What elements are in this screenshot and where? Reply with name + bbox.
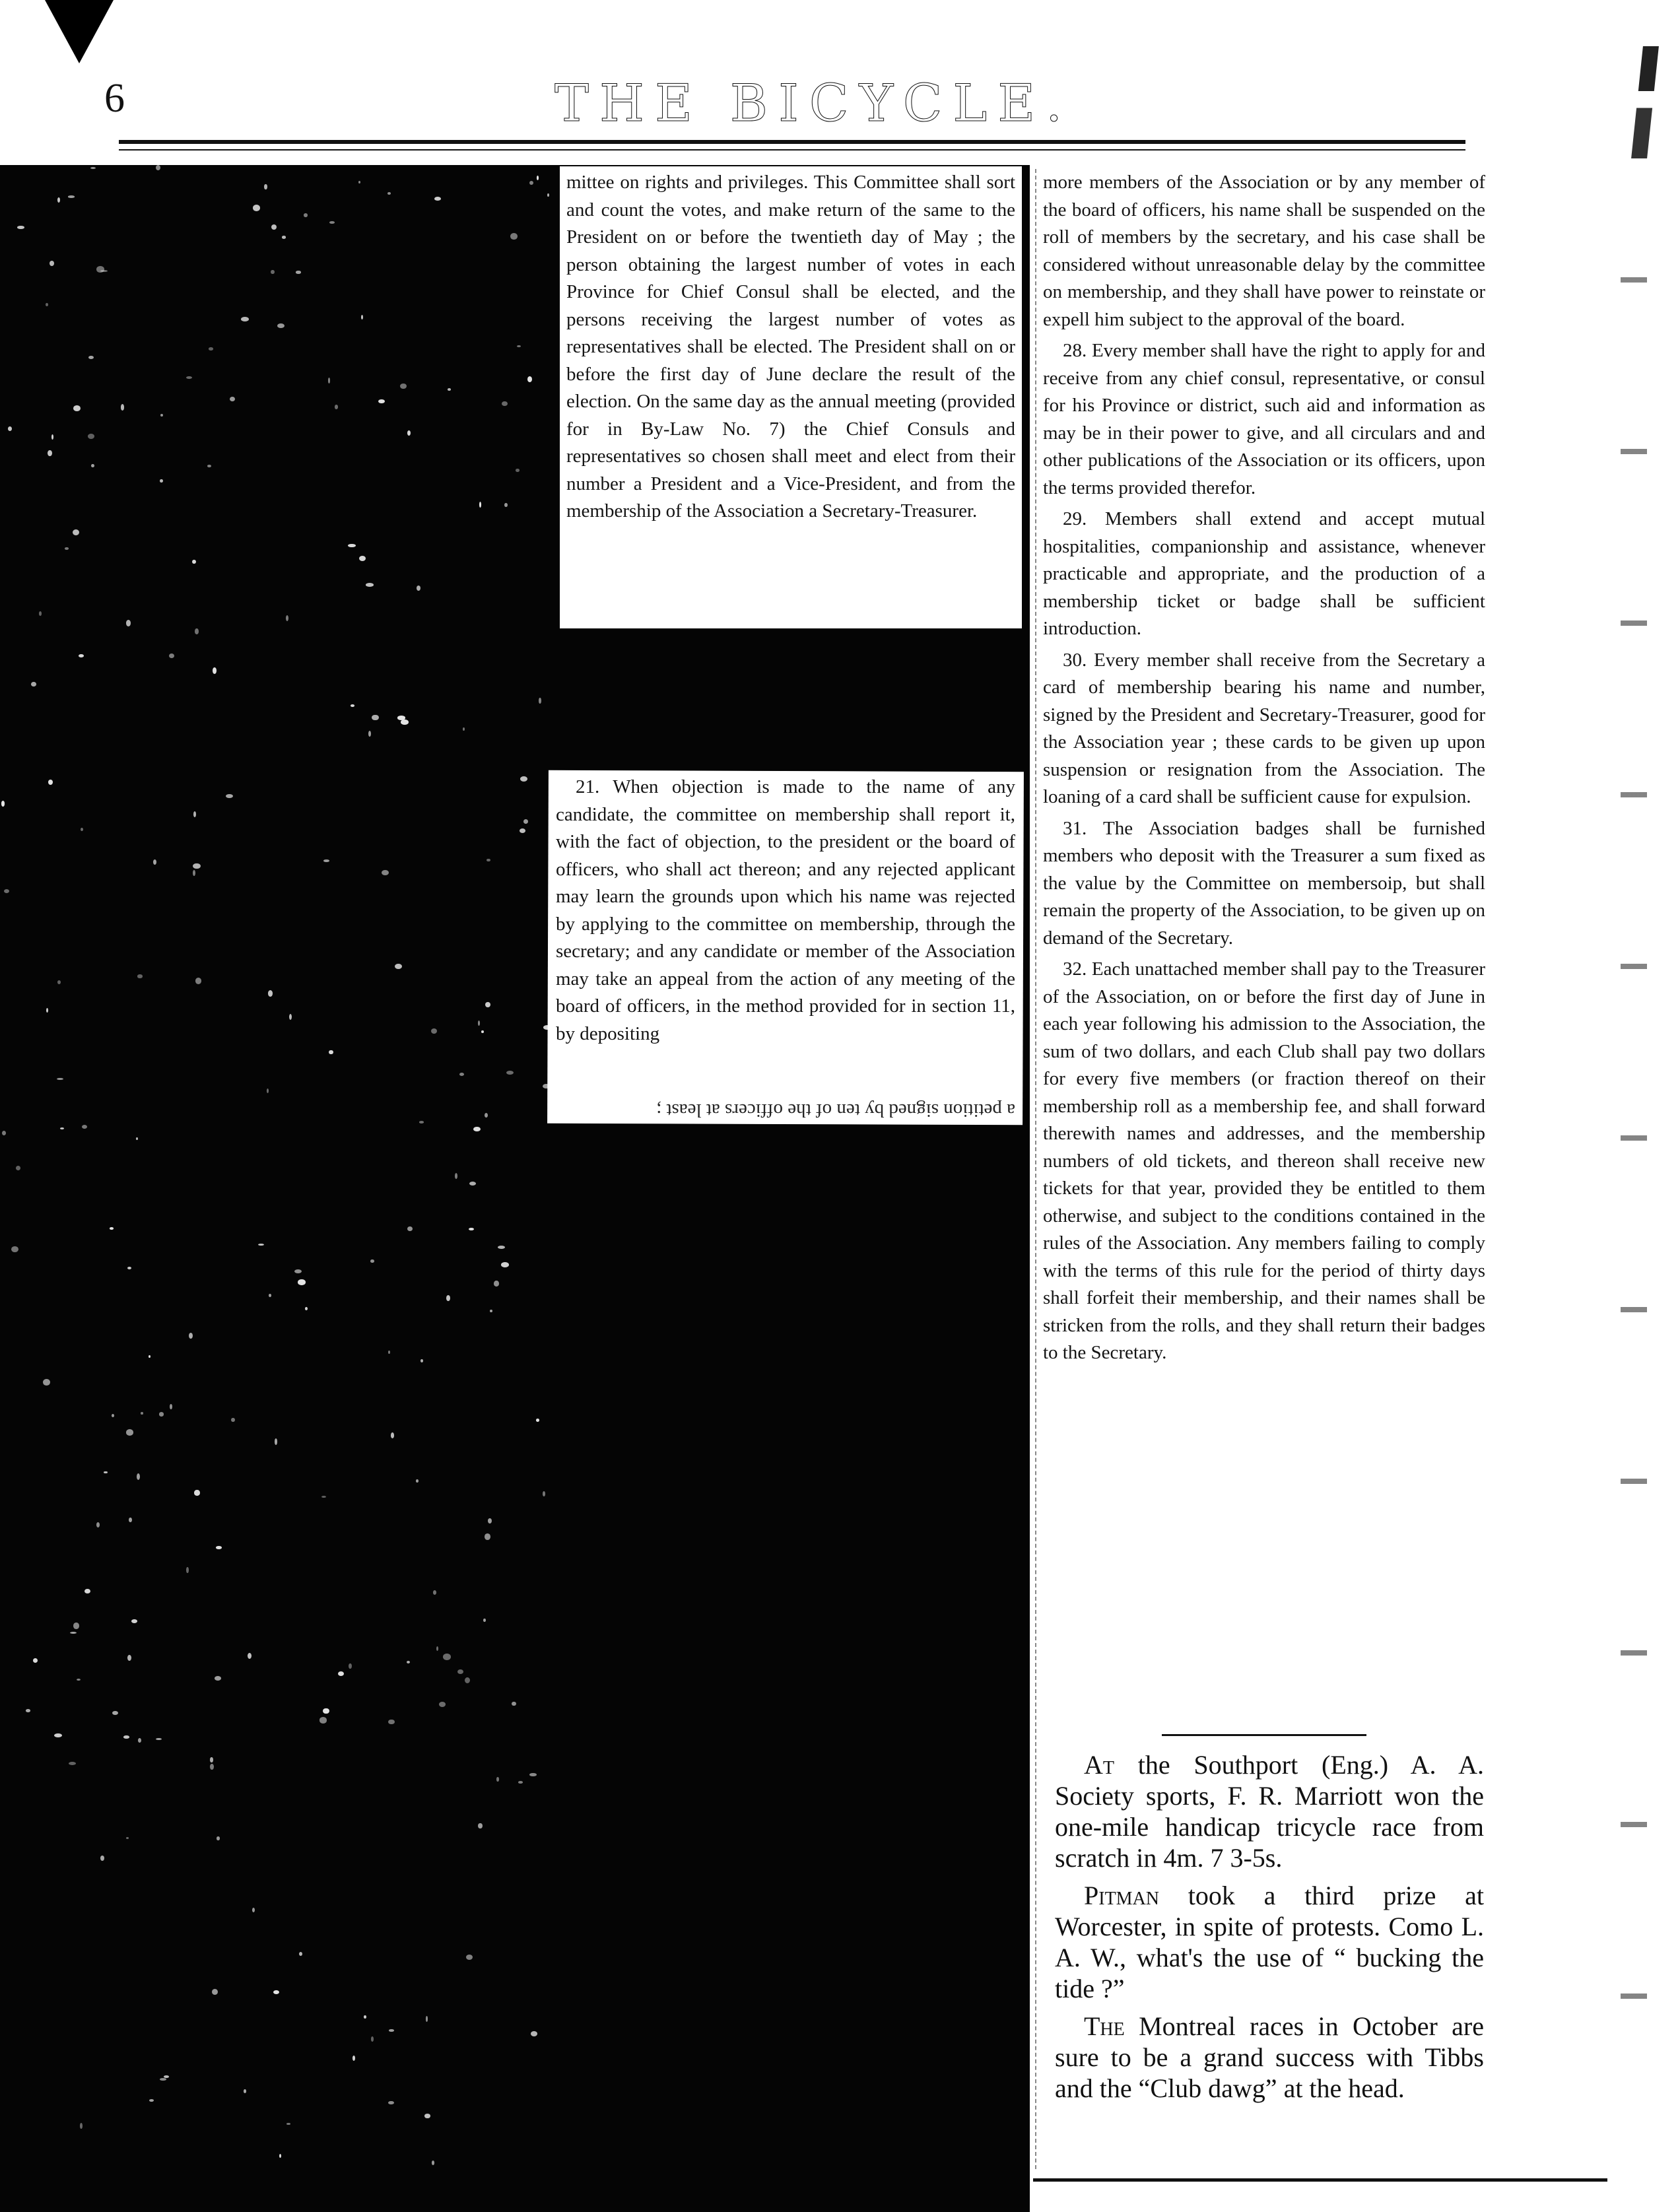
scan-speck: [46, 303, 49, 306]
scan-speck: [455, 1173, 457, 1179]
scan-speck: [57, 1078, 63, 1080]
scan-speck: [258, 1244, 264, 1246]
scan-speck: [395, 964, 402, 969]
scan-speck: [160, 414, 163, 417]
scan-speck: [364, 2015, 366, 2018]
scan-speck: [523, 819, 528, 823]
scan-speck: [230, 397, 235, 401]
scan-speck: [321, 1496, 326, 1498]
scan-speck: [502, 401, 508, 407]
scan-speck: [271, 224, 277, 230]
masthead-title: THE BICYCLE.: [554, 74, 1073, 133]
scan-speck: [370, 1259, 374, 1263]
scan-speck: [323, 859, 329, 862]
scan-speck: [141, 1412, 143, 1414]
scan-speck: [1, 801, 5, 807]
note-montreal: [1055, 2011, 1484, 2104]
scan-speck: [126, 1837, 129, 1839]
scan-speck: [33, 1658, 38, 1663]
scan-speck: [73, 405, 81, 411]
note-2-lead: Pitman: [1084, 1881, 1160, 1910]
scan-speck: [371, 2036, 374, 2042]
scan-speck: [463, 727, 465, 731]
scan-speck: [490, 1310, 492, 1312]
scan-speck: [359, 556, 366, 561]
scan-speck: [4, 889, 9, 893]
scan-speck: [459, 1073, 464, 1076]
scan-speck: [26, 1709, 30, 1712]
scan-speck: [195, 628, 199, 634]
scan-speck: [296, 271, 300, 273]
scan-speck: [361, 315, 363, 319]
scan-speck: [81, 828, 83, 831]
scan-speck: [446, 1295, 450, 1301]
scan-speck: [123, 1735, 129, 1738]
scan-speck: [481, 1030, 484, 1033]
scan-speck: [252, 1908, 255, 1912]
scan-speck: [478, 1021, 480, 1026]
scan-speck: [348, 544, 356, 547]
scan-speck: [512, 1702, 516, 1706]
scan-speck: [248, 1653, 252, 1659]
column-separator: [1035, 169, 1036, 2169]
scan-speck: [88, 434, 94, 439]
scan-speck: [426, 2016, 428, 2022]
scan-speck: [73, 529, 79, 536]
scan-speck: [112, 1414, 114, 1417]
scan-speck: [328, 378, 331, 384]
scan-speck: [407, 1226, 413, 1231]
scan-speck: [79, 654, 84, 657]
scan-speck: [16, 1166, 20, 1170]
scan-speck: [329, 221, 335, 224]
scan-speck: [193, 863, 201, 869]
scan-speck: [529, 181, 534, 185]
section-rule: [1162, 1734, 1366, 1736]
scan-speck: [496, 1777, 499, 1781]
scan-speck: [299, 1952, 302, 1956]
scan-speck: [137, 974, 143, 978]
scan-speck: [212, 1989, 218, 1995]
scan-speck: [478, 1823, 482, 1829]
column-1: [566, 169, 1015, 529]
scan-speck: [244, 2089, 247, 2093]
scan-speck: [31, 682, 36, 687]
scan-speck: [319, 1717, 327, 1723]
scan-speck: [289, 1014, 292, 1020]
scan-speck: [485, 1002, 490, 1007]
scan-speck: [487, 859, 490, 862]
scan-speck: [209, 347, 214, 351]
scan-speck: [8, 426, 12, 431]
scan-speck: [156, 1738, 162, 1741]
scan-speck: [194, 1490, 199, 1495]
scan-speck: [510, 233, 517, 240]
scan-speck: [269, 1294, 271, 1297]
scan-speck: [253, 205, 260, 211]
scan-speck: [543, 1491, 545, 1496]
scan-speck: [112, 1711, 118, 1715]
scan-speck: [2, 1131, 6, 1135]
scan-speck: [488, 1518, 492, 1524]
column-2: [556, 774, 1015, 1052]
scan-speck: [126, 1429, 133, 1436]
column-3-lead: more members of the Association or by any member of the board of officers, his name shall be suspended on the roll of members by the secretary, and his case shall be considered without unreasonable delay by the committee on membership, and they shall have power to reinstate or expell him subject to the approval of the board.: [1043, 172, 1485, 330]
scan-speck: [170, 1404, 172, 1409]
scan-speck: [420, 1359, 423, 1362]
scan-speck: [407, 430, 411, 436]
scan-speck: [149, 1355, 151, 1358]
scan-speck: [465, 1677, 470, 1683]
scan-speck: [485, 1533, 491, 1539]
scan-speck: [207, 465, 211, 468]
bylaw-21: 21. When objection is made to the name of any candidate, the committee on membership shall report it, with the fact of objection, to the president or the board of officers, who shall act thereon; and any rejected applicant may learn the grounds upon which his name was rejected by applying to the committee on membership, through the secretary; and any candidate or member of the Association may take an appeal from the action of any meeting of the board of officers, in the method provided for in section 11, by depositing: [556, 776, 1015, 1044]
scan-speck: [131, 1619, 137, 1623]
header-rule-thin: [119, 149, 1465, 151]
scan-speck: [186, 376, 192, 379]
scan-speck: [298, 1279, 305, 1285]
scan-speck: [432, 2161, 434, 2164]
scan-speck: [388, 1720, 395, 1725]
scan-speck: [366, 583, 374, 587]
scan-speck: [231, 1418, 234, 1422]
scan-speck: [153, 859, 156, 865]
scan-speck: [466, 1955, 473, 1960]
page-number: 6: [104, 76, 125, 121]
scan-speck: [69, 1762, 76, 1765]
scan-speck: [494, 1281, 499, 1286]
scan-speck: [504, 503, 508, 508]
scan-speck: [136, 1137, 139, 1140]
bylaw-31: 31. The Association badges shall be furnished members who deposit with the Treasurer a sum fixed as the value by the Committee on membersoip, but shall remain the property of the Association, to be given up on demand of the Secretary.: [1043, 817, 1485, 949]
scan-speck: [457, 1669, 463, 1674]
scan-speck: [127, 1655, 131, 1661]
scan-speck: [349, 1663, 352, 1669]
column-1-text: mittee on rights and privileges. This Committee shall sort and count the votes, and make return of the same to the President on or before the twentieth day of May ; the person obtaining the largest number of votes in each Province for Chief Consul shall be elected, and the persons receiving the largest number of votes as representatives shall be elected. The President shall on or before the first day of June declare the result of the election. On the same day as the annual meeting (provided for in By-Law No. 7) the Chief Consuls and representatives so chosen shall meet and elect from their number a President and a Vice-President, and from the membership of the Association a Secretary-Treasurer.: [566, 172, 1015, 521]
scan-speck: [338, 1671, 344, 1676]
scan-speck: [138, 1738, 141, 1743]
scan-speck: [156, 165, 160, 170]
scan-speck: [329, 1050, 333, 1055]
scan-speck: [539, 698, 541, 704]
note-3-lead: The: [1084, 2011, 1125, 2041]
scan-speck: [416, 1479, 419, 1483]
scan-speck: [443, 1654, 450, 1660]
scan-speck: [448, 388, 452, 390]
scan-speck: [387, 192, 391, 195]
scan-speck: [215, 1676, 221, 1681]
scan-speck: [48, 780, 53, 785]
note-pitman: [1055, 1880, 1484, 2004]
note-southport: [1055, 1749, 1484, 1873]
scan-speck: [48, 450, 51, 456]
scan-speck: [273, 1990, 279, 1994]
scan-speck: [520, 828, 525, 833]
scan-speck: [160, 2078, 166, 2081]
edge-scan-ticks: [1621, 198, 1647, 2145]
scan-speck: [547, 193, 549, 197]
scan-speck: [129, 1518, 131, 1522]
scan-speck: [189, 1333, 193, 1339]
scan-speck: [473, 1127, 480, 1131]
scan-speck: [17, 226, 24, 229]
scan-speck: [469, 1182, 476, 1186]
scan-speck: [192, 560, 196, 564]
scan-speck: [169, 654, 174, 658]
scan-speck: [323, 1708, 329, 1714]
scan-speck: [351, 704, 354, 707]
scan-speck: [506, 1071, 514, 1075]
scan-speck: [372, 715, 378, 721]
scan-speck: [226, 794, 232, 798]
scan-speck: [210, 1764, 213, 1770]
scan-speck: [159, 1412, 164, 1416]
bylaw-29: 29. Members shall extend and accept mutual hospitalities, companionship and assistance, whenever practicable and appropriate, and the production of a membership ticket or badge shall be sufficient introduction.: [1043, 508, 1485, 639]
scan-speck: [51, 434, 53, 440]
scan-speck: [485, 1113, 488, 1118]
inverted-text-fragment: a petition signed by ten of the officers at least ;: [656, 1100, 1015, 1121]
scan-speck: [368, 731, 372, 737]
scan-speck: [210, 1757, 213, 1763]
scan-speck: [353, 2056, 355, 2060]
news-notes: [1055, 1749, 1484, 2110]
scan-speck: [518, 1781, 523, 1784]
scan-speck: [275, 1438, 277, 1444]
scan-speck: [358, 181, 360, 184]
scan-speck: [294, 1269, 302, 1273]
note-3-text: Montreal races in October are sure to be a grand success with Tibbs and the “Club dawg” at the head.: [1055, 2011, 1484, 2103]
scan-speck: [127, 1267, 131, 1269]
scan-speck: [57, 980, 61, 984]
scan-speck: [498, 1246, 505, 1249]
scan-speck: [126, 620, 131, 626]
scan-speck: [305, 1307, 308, 1311]
scan-speck: [417, 586, 420, 591]
scan-speck: [193, 811, 196, 817]
header-rule: [119, 140, 1465, 144]
scan-speck: [46, 1008, 48, 1013]
scan-speck: [439, 1702, 446, 1707]
scan-speck: [68, 195, 75, 197]
scan-speck: [527, 376, 532, 382]
scan-speck: [501, 1262, 509, 1267]
bylaw-28: 28. Every member shall have the right to apply for and receive from any chief consul, representative, or consul for his Province or district, such aid and information as may be in their power to give, and all circulars and and other publications of the Association or its officers, upon the terms provided therefor.: [1043, 340, 1485, 498]
scan-speck: [388, 2101, 393, 2104]
scan-speck: [268, 990, 273, 997]
scan-speck: [84, 1589, 90, 1594]
scan-speck: [407, 1661, 410, 1663]
scan-speck: [397, 716, 405, 720]
scan-speck: [65, 547, 69, 549]
scan-speck: [434, 197, 441, 201]
scan-speck: [424, 2114, 430, 2118]
scan-speck: [517, 345, 521, 348]
scan-speck: [54, 1733, 61, 1737]
scan-speck: [479, 502, 481, 508]
note-1-lead: At: [1084, 1750, 1114, 1780]
scan-speck: [267, 1089, 269, 1093]
scan-speck: [91, 464, 94, 467]
scan-speck: [271, 270, 275, 274]
scan-speck: [73, 1623, 79, 1629]
scan-speck: [277, 323, 285, 328]
scan-speck: [536, 1419, 539, 1422]
scan-speck: [195, 978, 201, 984]
scan-speck: [193, 870, 195, 876]
scan-speck: [88, 356, 94, 359]
scan-speck: [82, 1125, 88, 1129]
scan-speck: [90, 167, 96, 170]
scan-speck: [436, 1646, 438, 1651]
scan-speck: [121, 404, 124, 411]
scan-speck: [104, 1471, 107, 1474]
scan-speck: [279, 2154, 281, 2158]
scan-speck: [39, 611, 42, 616]
scan-speck: [77, 1679, 81, 1681]
scan-speck: [217, 1836, 220, 1840]
scan-speck: [382, 870, 389, 875]
scan-speck: [431, 1028, 437, 1034]
scan-speck: [282, 236, 286, 238]
edge-scan-mark: [1631, 46, 1659, 158]
scan-speck: [96, 1522, 100, 1528]
scan-speck: [264, 184, 267, 190]
scan-speck: [388, 1351, 391, 1354]
scan-speck: [160, 479, 162, 483]
bylaw-30: 30. Every member shall receive from the Secretary a card of membership bearing his name and number, signed by the President and Secretary-Treasurer, good for the Association year ; these cards to be given up upon suspension or resignation from the Association. The loaning of a card shall be sufficient cause for expulsion.: [1043, 649, 1485, 807]
scan-speck: [50, 261, 54, 266]
scan-speck: [80, 2123, 83, 2129]
note-1-text: the Southport (Eng.) A. A. Society sports, F. R. Marriott won the one-mile handicap tricycle race from scratch in 4m. 7 3-5s.: [1055, 1750, 1484, 1873]
scan-speck: [60, 1127, 65, 1129]
scan-speck: [286, 615, 288, 621]
scan-speck: [137, 1473, 140, 1480]
scan-speck: [216, 1546, 222, 1549]
scan-speck: [516, 469, 520, 471]
bottom-rule: [1033, 2178, 1607, 2182]
column-3: [1043, 169, 1485, 1371]
scan-speck: [391, 1432, 394, 1438]
scan-speck: [529, 1773, 537, 1776]
corner-triangle-mark: [45, 0, 114, 63]
note-2-text: took a third prize at Worcester, in spite of protests. Como L. A. W., what's the use of “ bucking the tide ?”: [1055, 1881, 1484, 2003]
scan-speck: [286, 2123, 290, 2126]
scan-speck: [419, 1121, 424, 1123]
scan-speck: [241, 317, 249, 321]
scan-speck: [304, 213, 308, 217]
scan-speck: [43, 1379, 50, 1386]
scan-speck: [520, 776, 527, 782]
scan-speck: [378, 399, 385, 403]
scan-speck: [110, 1227, 114, 1229]
scan-speck: [433, 1590, 436, 1595]
scan-speck: [483, 1619, 485, 1623]
bylaw-32: 32. Each unattached member shall pay to the Treasurer of the Association, on or before the first day of June in each year following his admission to the Association, the sum of two dollars, and each Club shall pay two dollars for every five members (or fraction thereof on their membership roll as a membership fee, and shall forward therewith names and addresses, and the membership numbers of old tickets, and thereon shall receive new tickets for that year, provided they be entitled to them otherwise, and subject to the conditions contained in the rules of the Association. Any members failing to comply with the terms of this rule for the period of thirty days shall forfeit their membership, and their names shall be stricken from the rolls, and they shall return their badges to the Secretary.: [1043, 958, 1485, 1363]
scan-speck: [213, 667, 217, 673]
scan-speck: [389, 2029, 393, 2032]
scan-speck: [469, 1228, 474, 1230]
scan-speck: [400, 384, 407, 389]
scan-speck: [11, 1246, 18, 1252]
scan-speck: [531, 2031, 538, 2036]
scan-speck: [401, 720, 408, 724]
scan-speck: [57, 197, 61, 203]
scan-speck: [149, 2099, 154, 2102]
scan-speck: [537, 176, 539, 180]
scan-speck: [100, 1856, 104, 1861]
scan-speck: [186, 1567, 188, 1573]
scan-speck: [335, 405, 338, 409]
scan-speck: [70, 1632, 77, 1634]
